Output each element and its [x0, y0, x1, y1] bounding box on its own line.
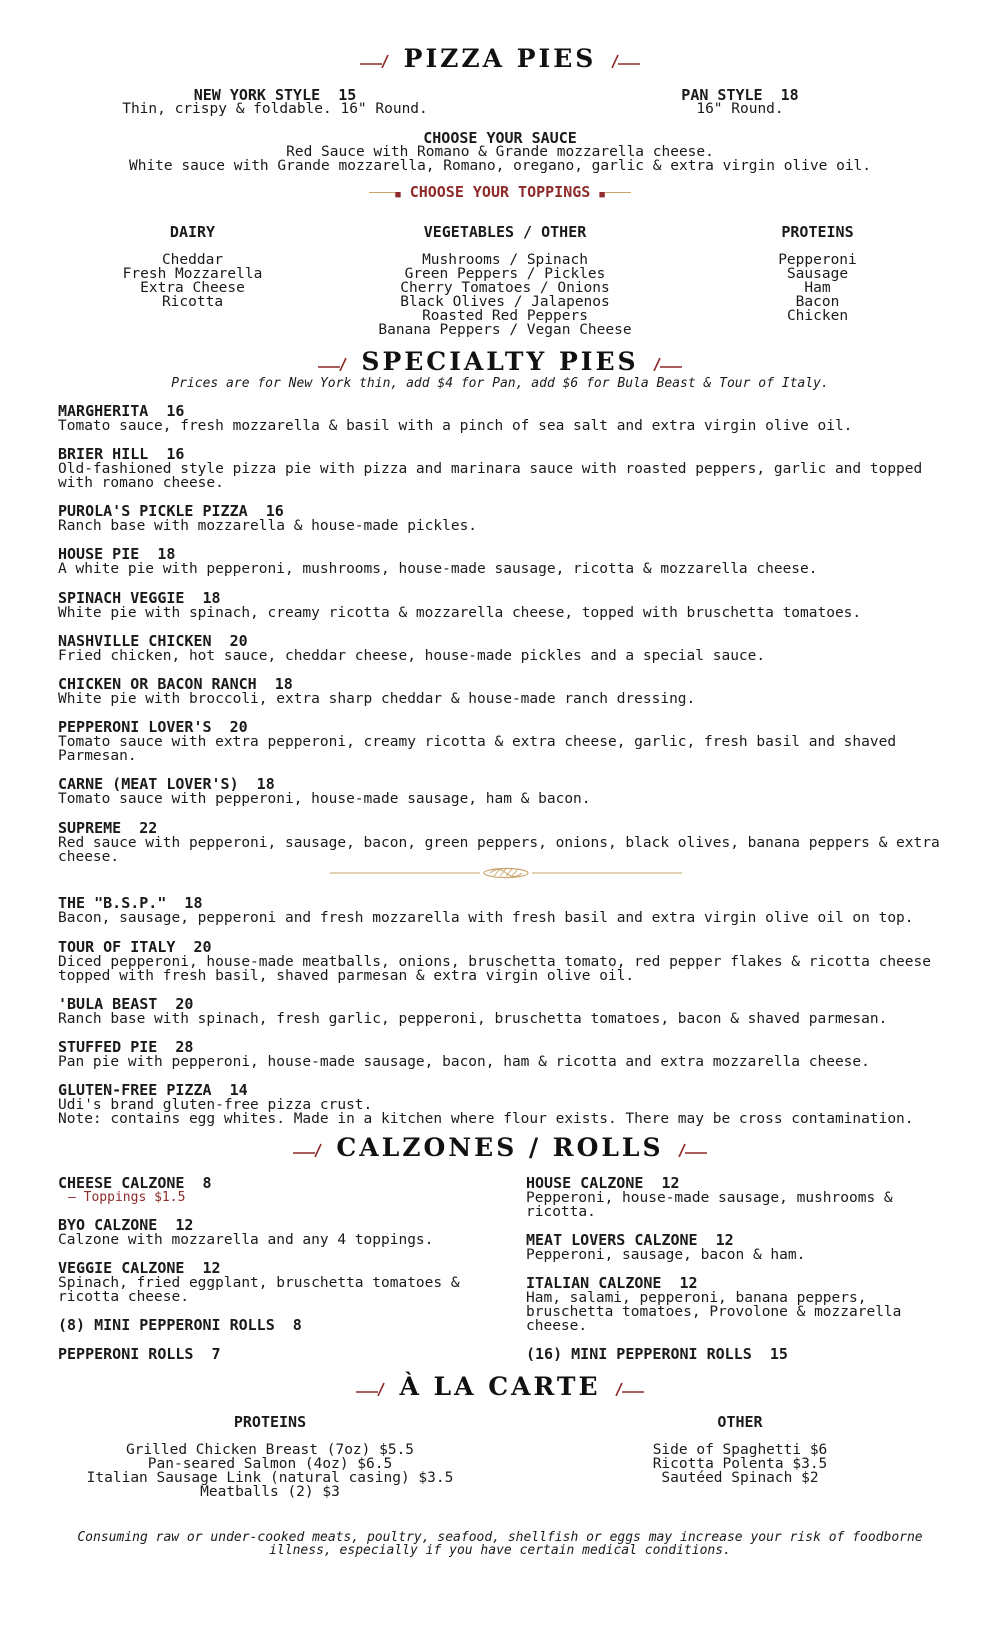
menu-item — [58, 1176, 478, 1205]
item-name: MEAT LOVERS CALZONE 12 — [526, 1231, 734, 1249]
section-heading-calzones — [0, 1133, 1000, 1163]
menu-item — [58, 777, 948, 806]
item-name: ITALIAN CALZONE 12 — [526, 1274, 698, 1292]
menu-item — [58, 677, 948, 706]
item-desc: Tomato sauce with extra pepperoni, creamy ricotta & extra cheese, garlic, fresh basil and shaved Parmesan. — [58, 734, 897, 764]
item-name: PEPPERONI LOVER'S 20 — [58, 718, 248, 736]
item-desc: Diced pepperoni, house-made meatballs, onions, bruschetta tomato, red pepper flakes & ricotta cheese topped with fresh basil, shaved parmesan & extra virgin olive oil. — [58, 954, 931, 984]
pan-style — [590, 88, 890, 116]
food-safety-disclaimer: Consuming raw or under-cooked meats, poultry, seafood, shellfish or eggs may increase your risk of foodborne illness, especially if you have certain medical conditions. — [77, 1530, 923, 1558]
carte-item: Italian Sausage Link (natural casing) $3.5 — [86, 1470, 454, 1486]
menu-item — [58, 504, 948, 533]
item-name: SPINACH VEGGIE 18 — [58, 589, 221, 607]
item-name: CARNE (MEAT LOVER'S) 18 — [58, 775, 275, 793]
carte-item: Side of Spaghetti $6 — [652, 1442, 828, 1458]
ornament-divider — [330, 866, 682, 883]
item-name: BRIER HILL 16 — [58, 445, 185, 463]
divider-line — [369, 192, 395, 193]
item-name: HOUSE CALZONE 12 — [526, 1174, 680, 1192]
right-flourish-icon — [608, 54, 640, 68]
item-desc: Udi's brand gluten-free pizza crust. — [58, 1097, 373, 1113]
column-title: OTHER — [717, 1413, 763, 1431]
section-heading-pizza-pies — [0, 44, 1000, 74]
sauce-line: Red Sauce with Romano & Grande mozzarella cheese. — [286, 144, 714, 160]
item-note: Note: contains egg whites. Made in a kitchen where flour exists. There may be cross contamination. — [58, 1111, 914, 1127]
specialty-price-note: Prices are for New York thin, add $4 for Pan, add $6 for Bula Beast & Tour of Italy. — [171, 376, 829, 391]
item-name: (16) MINI PEPPERONI ROLLS 15 — [526, 1345, 788, 1363]
topping-item: Fresh Mozzarella — [122, 266, 263, 282]
item-name: CHEESE CALZONE 8 — [58, 1174, 212, 1192]
toppings-title-text: CHOOSE YOUR TOPPINGS — [409, 183, 591, 201]
menu-item — [58, 447, 948, 490]
topping-item: Ricotta — [161, 294, 224, 310]
toppings-dairy — [80, 225, 305, 309]
item-desc: Ham, salami, pepperoni, banana peppers, bruschetta tomatoes, Provolone & mozzarella cheese. — [526, 1290, 902, 1334]
toppings-proteins — [720, 225, 915, 323]
menu-item — [58, 404, 948, 433]
topping-item: Chicken — [786, 308, 849, 324]
item-name: SUPREME 22 — [58, 819, 158, 837]
menu-item — [58, 547, 948, 576]
carte-proteins — [60, 1415, 480, 1499]
menu-item — [58, 1083, 958, 1126]
item-name: HOUSE PIE 18 — [58, 545, 176, 563]
menu-item — [58, 940, 948, 983]
item-name: PUROLA'S PICKLE PIZZA 16 — [58, 502, 284, 520]
menu-item — [58, 1218, 478, 1247]
carte-item: Grilled Chicken Breast (7oz) $5.5 — [125, 1442, 415, 1458]
topping-item: Pepperoni — [778, 252, 857, 268]
heading-text: SPECIALTY PIES — [361, 347, 639, 376]
item-desc: Ranch base with mozzarella & house-made pickles. — [58, 518, 478, 534]
item-desc: Thin, crispy & foldable. 16" Round. — [122, 101, 428, 117]
item-name: VEGGIE CALZONE 12 — [58, 1259, 221, 1277]
menu-item — [58, 821, 948, 864]
item-name: NASHVILLE CHICKEN 20 — [58, 632, 248, 650]
item-addon: — Toppings $1.5 — [68, 1190, 186, 1205]
item-desc: White pie with spinach, creamy ricotta & mozzarella cheese, topped with bruschetta tomatoes. — [58, 605, 862, 621]
menu-item — [58, 896, 948, 925]
item-desc: Calzone with mozzarella and any 4 toppings. — [58, 1232, 434, 1248]
toppings-title: ■ CHOOSE YOUR TOPPINGS ■ — [0, 185, 1000, 202]
item-desc: Fried chicken, hot sauce, cheddar cheese, house-made pickles and a special sauce. — [58, 648, 766, 664]
menu-item — [58, 591, 948, 620]
sauce-section — [0, 131, 1000, 173]
menu-item — [58, 720, 948, 763]
menu-item — [58, 1261, 478, 1304]
item-name: PAN STYLE 18 — [681, 86, 799, 104]
item-name: STUFFED PIE 28 — [58, 1038, 194, 1056]
right-flourish-icon — [650, 357, 682, 371]
item-name: BYO CALZONE 12 — [58, 1216, 194, 1234]
section-heading-a-la-carte — [0, 1372, 1000, 1402]
topping-item: Cheddar — [161, 252, 224, 268]
column-title: PROTEINS — [233, 1413, 307, 1431]
item-name: NEW YORK STYLE 15 — [193, 86, 357, 104]
carte-other — [560, 1415, 920, 1485]
menu-item — [526, 1233, 936, 1262]
topping-item: Mushrooms / Spinach — [422, 252, 588, 268]
menu-item — [58, 1318, 478, 1333]
section-heading-specialty-pies — [0, 347, 1000, 377]
divider-line — [605, 192, 631, 193]
menu-item — [526, 1176, 936, 1219]
left-flourish-icon — [356, 1382, 388, 1396]
carte-item: Meatballs (2) $3 — [200, 1484, 340, 1500]
item-desc: Tomato sauce with pepperoni, house-made sausage, ham & bacon. — [58, 791, 591, 807]
item-desc: White pie with broccoli, extra sharp cheddar & house-made ranch dressing. — [58, 691, 696, 707]
item-name: THE "B.S.P." 18 — [58, 894, 203, 912]
item-desc: Bacon, sausage, pepperoni and fresh mozzarella with fresh basil and extra virgin olive oil on top. — [58, 910, 914, 926]
left-flourish-icon — [318, 357, 350, 371]
menu-item — [526, 1347, 936, 1362]
heading-text: PIZZA PIES — [403, 44, 597, 73]
topping-item: Cherry Tomatoes / Onions — [400, 280, 610, 296]
item-name: CHICKEN OR BACON RANCH 18 — [58, 675, 293, 693]
left-flourish-icon — [293, 1143, 325, 1157]
item-desc: Spinach, fried eggplant, bruschetta tomatoes & ricotta cheese. — [58, 1275, 460, 1305]
menu-item — [58, 1040, 948, 1069]
item-desc: 16" Round. — [696, 101, 784, 117]
item-name: (8) MINI PEPPERONI ROLLS 8 — [58, 1316, 302, 1334]
menu-item — [526, 1276, 936, 1333]
left-flourish-icon — [360, 54, 392, 68]
menu-item — [58, 634, 948, 663]
topping-item: Sausage — [786, 266, 849, 282]
item-desc: Pan pie with pepperoni, house-made sausage, bacon, ham & ricotta and extra mozzarella cheese. — [58, 1054, 870, 1070]
menu-item — [58, 1347, 478, 1362]
toppings-vegetables — [355, 225, 655, 337]
topping-item: Extra Cheese — [140, 280, 245, 296]
column-title: DAIRY — [169, 223, 216, 241]
sauce-line: White sauce with Grande mozzarella, Romano, oregano, garlic & extra virgin olive oil. — [128, 158, 872, 174]
column-title: VEGETABLES / OTHER — [423, 223, 587, 241]
carte-item: Sautéed Spinach $2 — [661, 1470, 819, 1486]
carte-item: Ricotta Polenta $3.5 — [652, 1456, 828, 1472]
sauce-title: CHOOSE YOUR SAUCE — [423, 129, 577, 147]
heading-text: À LA CARTE — [399, 1372, 601, 1401]
menu-item — [58, 997, 948, 1026]
item-desc: A white pie with pepperoni, mushrooms, house-made sausage, ricotta & mozzarella cheese. — [58, 561, 818, 577]
topping-item: Banana Peppers / Vegan Cheese — [378, 322, 632, 338]
item-desc: Red sauce with pepperoni, sausage, bacon, green peppers, onions, black olives, banana peppers & extra cheese. — [58, 835, 940, 865]
item-name: 'BULA BEAST 20 — [58, 995, 194, 1013]
heading-text: CALZONES / ROLLS — [336, 1133, 664, 1162]
carte-item: Pan-seared Salmon (4oz) $6.5 — [147, 1456, 393, 1472]
item-desc: Tomato sauce, fresh mozzarella & basil with a pinch of sea salt and extra virgin olive oil. — [58, 418, 853, 434]
item-desc: Ranch base with spinach, fresh garlic, pepperoni, bruschetta tomatoes, bacon & shaved parmesan. — [58, 1011, 888, 1027]
topping-item: Roasted Red Peppers — [422, 308, 588, 324]
item-desc: Pepperoni, sausage, bacon & ham. — [526, 1247, 806, 1263]
topping-item: Bacon — [795, 294, 840, 310]
item-name: PEPPERONI ROLLS 7 — [58, 1345, 221, 1363]
right-flourish-icon — [675, 1143, 707, 1157]
column-title: PROTEINS — [781, 223, 854, 241]
item-desc: Old-fashioned style pizza pie with pizza and marinara sauce with roasted peppers, garlic and topped with romano cheese. — [58, 461, 923, 491]
item-name: GLUTEN-FREE PIZZA 14 — [58, 1081, 248, 1099]
item-name: MARGHERITA 16 — [58, 402, 185, 420]
item-desc: Pepperoni, house-made sausage, mushrooms & ricotta. — [526, 1190, 893, 1220]
right-flourish-icon — [612, 1382, 644, 1396]
topping-item: Ham — [804, 280, 831, 296]
item-name: TOUR OF ITALY 20 — [58, 938, 212, 956]
topping-item: Black Olives / Jalapenos — [400, 294, 610, 310]
topping-item: Green Peppers / Pickles — [404, 266, 606, 282]
new-york-style — [90, 88, 460, 116]
